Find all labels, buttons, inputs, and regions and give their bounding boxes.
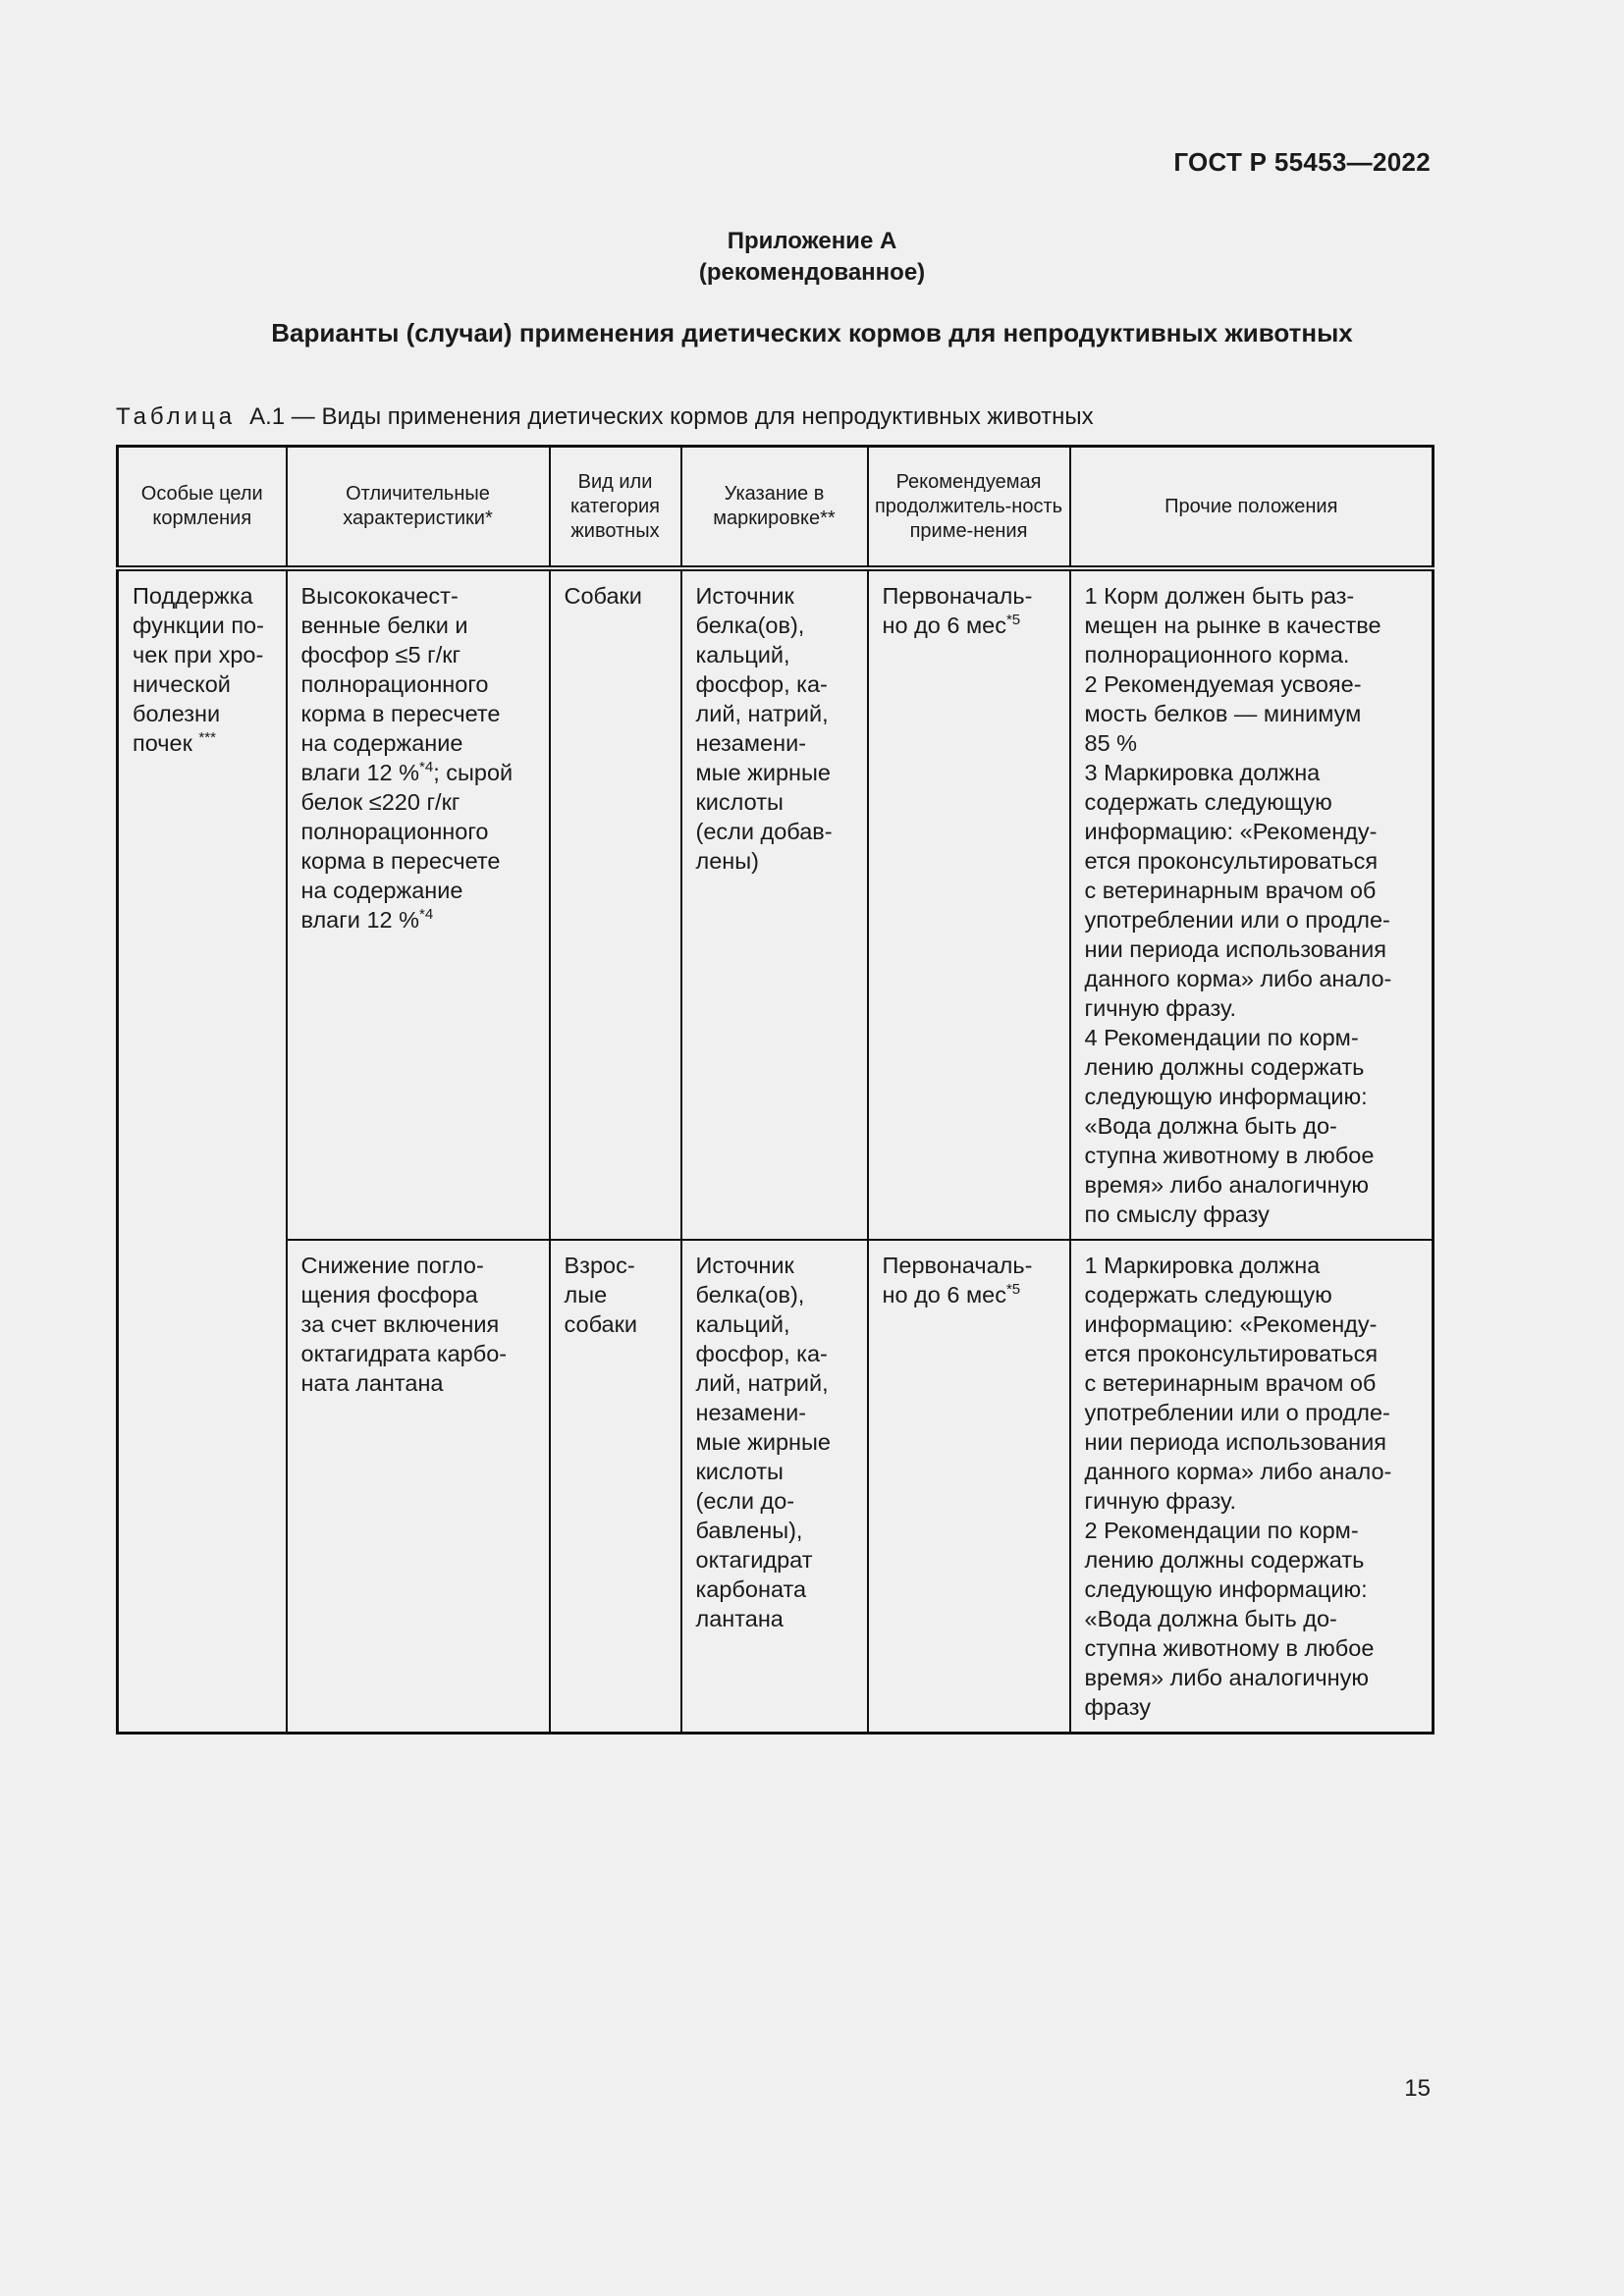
footnote-marker: *** [198,729,216,747]
animals-cell: Собаки [550,568,681,1240]
appendix-title: Приложение А [727,228,897,254]
table-header-row [118,447,1434,569]
purpose-line: нической [133,671,231,697]
document-code: ГОСТ Р 55453—2022 [1173,147,1431,177]
table-caption [116,403,1094,431]
section-title: Варианты (случаи) применения диетических кормов для непродуктивных животных [271,318,1353,347]
purpose-line: функции по- [133,613,264,638]
appendix-subtitle: (рекомендованное) [698,259,926,286]
duration-cell: Первоначаль- но до 6 мес$^{*5}$ [868,1240,1070,1734]
characteristics-cell: Высококачест- венные белки и фосфор ≤5 г/кг полнорационного корма в пересчете на содержание влаги 12 %$^{*4}$; сырой белок ≤220 г/кг полнорационного корма в пересчете на содержание влаги 12 %$^{*4}$ [287,568,550,1240]
table-caption-text: А.1 — Виды применения диетических кормов для непродуктивных животных [249,403,1094,430]
purpose-cell [118,568,287,1734]
labeling-cell: Источник белка(ов), кальций, фосфор, ка- лий, натрий, незамени- мые жирные кислоты (если до- бавлены), октагидрат карбоната лантана [681,1240,868,1734]
animals-cell: Взрос- лые собаки [550,1240,681,1734]
duration-cell: Первоначаль- но до 6 мес$^{*5}$ [868,568,1070,1240]
column-header: Указание в маркировке** [681,447,868,569]
table-row [118,1240,1434,1734]
table-caption-label: Таблица [116,403,237,430]
table-row [118,568,1434,1240]
other-provisions-cell: 1 Корм должен быть раз- мещен на рынке в качестве полнорационного корма. 2 Рекомендуемая усвояе- мость белков — минимум 85 % 3 Маркировка должна содержать следующую информацию: «Рекоменду- ется проконсультироваться с ветеринарным врачом об употреблении или о продле- нии периода использования данного корма» либо анало- гичную фразу. 4 Рекомендации по корм- лению должны содержать следующую информацию: «Вода должна быть до- ступна животному в любое время» либо аналогичную по смыслу фразу [1070,568,1434,1240]
column-header: Прочие положения [1070,447,1434,569]
column-header: Рекомендуемая продолжитель-ность приме-нения [868,447,1070,569]
diet-feed-table [116,445,1435,1735]
purpose-line: Поддержка [133,583,253,609]
labeling-cell: Источник белка(ов), кальций, фосфор, ка- лий, натрий, незамени- мые жирные кислоты (если добав- лены) [681,568,868,1240]
appendix-heading [0,226,1624,289]
footnote-marker: *5 [1005,1281,1021,1299]
characteristics-cell: Снижение погло- щения фосфора за счет включения октагидрата карбо- ната лантана [287,1240,550,1734]
page-number: 15 [1404,2075,1431,2102]
purpose-line: болезни [133,701,221,726]
column-header: Отличительные характеристики* [287,447,550,569]
footnote-marker: *4 [419,906,434,924]
column-header: Особые цели кормления [118,447,287,569]
footnote-marker: *4 [419,759,434,776]
column-header: Вид или категория животных [550,447,681,569]
other-provisions-cell: 1 Маркировка должна содержать следующую информацию: «Рекоменду- ется проконсультироваться с ветеринарным врачом об употреблении или о продле- нии периода использования данного корма» либо анало- гичную фразу. 2 Рекомендации по корм- лению должны содержать следующую информацию: «Вода должна быть до- ступна животному в любое время» либо аналогичную фразу [1070,1240,1434,1734]
purpose-line: почек *** [133,729,216,756]
footnote-marker: *5 [1005,612,1021,629]
purpose-line: чек при хро- [133,642,264,667]
